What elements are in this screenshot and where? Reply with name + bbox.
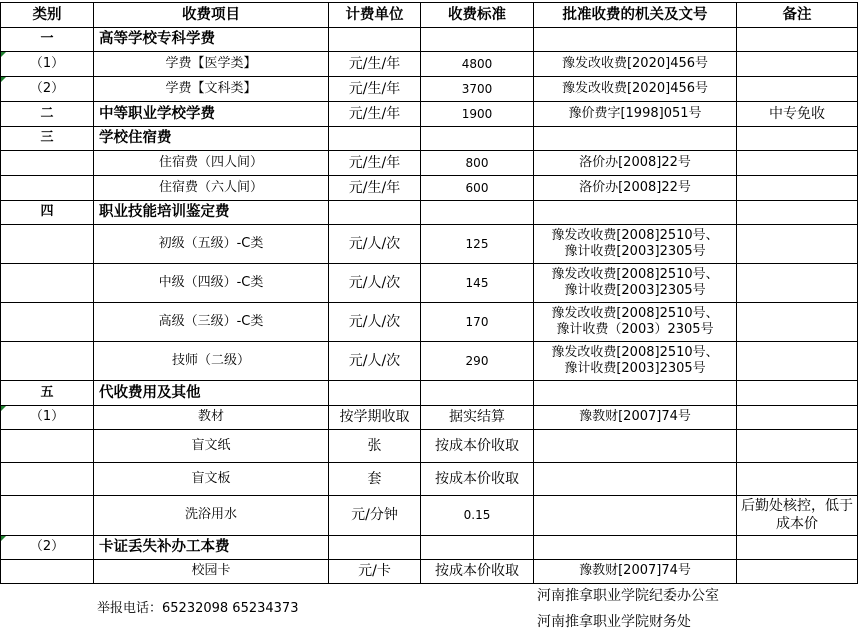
approval-doc-line: 洛价办[2008]22号 (579, 179, 691, 195)
note-cell (736, 462, 858, 496)
fee-item-cell: 学费【文科类】 (93, 76, 329, 102)
standard-cell (420, 380, 534, 406)
fee-item-cell: 教材 (93, 405, 329, 430)
note-cell (736, 263, 858, 303)
note-cell (736, 405, 858, 430)
note-cell (736, 27, 858, 52)
approval-doc-cell (533, 51, 737, 77)
cell-warning-marker-icon (1, 406, 6, 411)
standard-cell: 600 (420, 175, 534, 201)
standard-cell (420, 27, 534, 52)
approval-doc-line: 豫计收费（2003）2305号 (556, 321, 714, 337)
note-cell: 后勤处核控，低于成本价 (736, 495, 858, 536)
header-item: 收费项目 (93, 2, 329, 28)
standard-cell: 按成本价收取 (420, 462, 534, 496)
office-discipline: 河南推拿职业学院纪委办公室 (537, 588, 719, 604)
approval-doc-cell (533, 126, 737, 151)
standard-cell: 按成本价收取 (420, 559, 534, 584)
header-note: 备注 (736, 2, 858, 28)
approval-doc-line: 豫发改收费[2008]2510号、 (551, 227, 719, 243)
category-cell (0, 341, 94, 381)
standard-cell: 按成本价收取 (420, 429, 534, 463)
unit-cell: 元/生/年 (328, 51, 421, 77)
section-heading: 中等职业学校学费 (93, 101, 329, 127)
category-cell: 四 (0, 200, 94, 225)
unit-cell: 元/生/年 (328, 175, 421, 201)
unit-cell: 元/人/次 (328, 341, 421, 381)
note-cell: 中专免收 (736, 101, 858, 127)
approval-doc-line: 豫发改收费[2008]2510号、 (551, 305, 719, 321)
category-cell: （2） (0, 76, 94, 102)
approval-doc-cell (533, 380, 737, 406)
report-phone: 举报电话：65232098 65234373 (97, 601, 299, 616)
standard-cell: 145 (420, 263, 534, 303)
approval-doc-cell (533, 495, 737, 536)
category-cell (0, 224, 94, 264)
standard-cell (420, 535, 534, 560)
approval-doc-line: 豫发改收费[2020]456号 (561, 80, 709, 96)
cell-warning-marker-icon (1, 52, 6, 57)
approval-doc-cell (533, 535, 737, 560)
cell-warning-marker-icon (1, 536, 6, 541)
fee-item-cell: 盲文纸 (93, 429, 329, 463)
unit-cell (328, 200, 421, 225)
standard-cell: 据实结算 (420, 405, 534, 430)
header-standard: 收费标准 (420, 2, 534, 28)
section-heading: 高等学校专科学费 (93, 27, 329, 52)
category-cell (0, 462, 94, 496)
unit-cell (328, 126, 421, 151)
standard-cell: 1900 (420, 101, 534, 127)
approval-doc-cell (533, 405, 737, 430)
approval-doc-cell (533, 175, 737, 201)
note-cell (736, 302, 858, 342)
approval-doc-cell (533, 224, 737, 264)
category-cell: （1） (0, 51, 94, 77)
standard-cell (420, 126, 534, 151)
category-cell: 三 (0, 126, 94, 151)
fee-item-cell: 中级（四级）-C类 (93, 263, 329, 303)
standard-cell: 800 (420, 150, 534, 176)
unit-cell: 按学期收取 (328, 405, 421, 430)
section-heading: 学校住宿费 (93, 126, 329, 151)
category-cell (0, 175, 94, 201)
approval-doc-line: 豫发改收费[2020]456号 (561, 55, 709, 71)
category-cell: 二 (0, 101, 94, 127)
unit-cell: 元/生/年 (328, 76, 421, 102)
approval-doc-cell (533, 263, 737, 303)
approval-doc-cell (533, 429, 737, 463)
note-cell (736, 559, 858, 584)
approval-doc-line: 豫计收费[2003]2305号 (564, 282, 706, 298)
unit-cell: 元/生/年 (328, 150, 421, 176)
unit-cell: 元/卡 (328, 559, 421, 584)
fee-item-cell: 初级（五级）-C类 (93, 224, 329, 264)
approval-doc-line: 豫发改收费[2008]2510号、 (551, 266, 719, 282)
approval-doc-line: 豫教财[2007]74号 (579, 563, 691, 578)
approval-doc-line: 豫价费字[1998]051号 (568, 105, 702, 121)
approval-doc-cell (533, 341, 737, 381)
note-cell (736, 200, 858, 225)
note-cell (736, 126, 858, 151)
unit-cell: 元/人/次 (328, 302, 421, 342)
category-cell (0, 302, 94, 342)
approval-doc-line: 豫发改收费[2008]2510号、 (551, 344, 719, 360)
approval-doc-line: 豫教财[2007]74号 (579, 409, 691, 424)
approval-doc-line: 豫计收费[2003]2305号 (564, 360, 706, 376)
unit-cell: 元/分钟 (328, 495, 421, 536)
header-approval: 批准收费的机关及文号 (533, 2, 737, 28)
fee-item-cell: 技师（二级） (93, 341, 329, 381)
category-cell (0, 559, 94, 584)
unit-cell (328, 380, 421, 406)
fee-item-cell: 学费【医学类】 (93, 51, 329, 77)
approval-doc-cell (533, 200, 737, 225)
category-cell (0, 150, 94, 176)
cell-warning-marker-icon (1, 77, 6, 82)
note-cell (736, 51, 858, 77)
note-cell (736, 224, 858, 264)
section-heading: 代收费用及其他 (93, 380, 329, 406)
section-heading: 卡证丢失补办工本费 (93, 535, 329, 560)
unit-cell: 元/生/年 (328, 101, 421, 127)
category-cell (0, 429, 94, 463)
approval-doc-line: 豫计收费[2003]2305号 (564, 243, 706, 259)
standard-cell: 4800 (420, 51, 534, 77)
approval-doc-cell (533, 101, 737, 127)
standard-cell: 125 (420, 224, 534, 264)
standard-cell: 0.15 (420, 495, 534, 536)
fee-item-cell: 住宿费（六人间） (93, 175, 329, 201)
unit-cell (328, 535, 421, 560)
unit-cell: 套 (328, 462, 421, 496)
note-cell (736, 175, 858, 201)
approval-doc-cell (533, 462, 737, 496)
standard-cell (420, 200, 534, 225)
category-cell (0, 495, 94, 536)
section-heading: 职业技能培训鉴定费 (93, 200, 329, 225)
approval-doc-cell (533, 150, 737, 176)
fee-item-cell: 洗浴用水 (93, 495, 329, 536)
standard-cell: 170 (420, 302, 534, 342)
note-cell (736, 341, 858, 381)
note-cell (736, 535, 858, 560)
fee-item-cell: 住宿费（四人间） (93, 150, 329, 176)
unit-cell (328, 27, 421, 52)
header-category: 类别 (0, 2, 94, 28)
standard-cell: 290 (420, 341, 534, 381)
note-cell (736, 429, 858, 463)
note-cell (736, 150, 858, 176)
approval-doc-cell (533, 302, 737, 342)
approval-doc-cell (533, 27, 737, 52)
office-finance: 河南推拿职业学院财务处 (537, 614, 691, 630)
approval-doc-cell (533, 76, 737, 102)
unit-cell: 元/人/次 (328, 224, 421, 264)
unit-cell: 元/人/次 (328, 263, 421, 303)
unit-cell: 张 (328, 429, 421, 463)
category-cell: （2） (0, 535, 94, 560)
category-cell (0, 263, 94, 303)
fee-item-cell: 盲文板 (93, 462, 329, 496)
note-cell (736, 76, 858, 102)
note-cell (736, 380, 858, 406)
category-cell: 一 (0, 27, 94, 52)
header-unit: 计费单位 (328, 2, 421, 28)
approval-doc-cell (533, 559, 737, 584)
fee-item-cell: 高级（三级）-C类 (93, 302, 329, 342)
approval-doc-line: 洛价办[2008]22号 (579, 154, 691, 170)
category-cell: 五 (0, 380, 94, 406)
fee-item-cell: 校园卡 (93, 559, 329, 584)
category-cell: （1） (0, 405, 94, 430)
standard-cell: 3700 (420, 76, 534, 102)
